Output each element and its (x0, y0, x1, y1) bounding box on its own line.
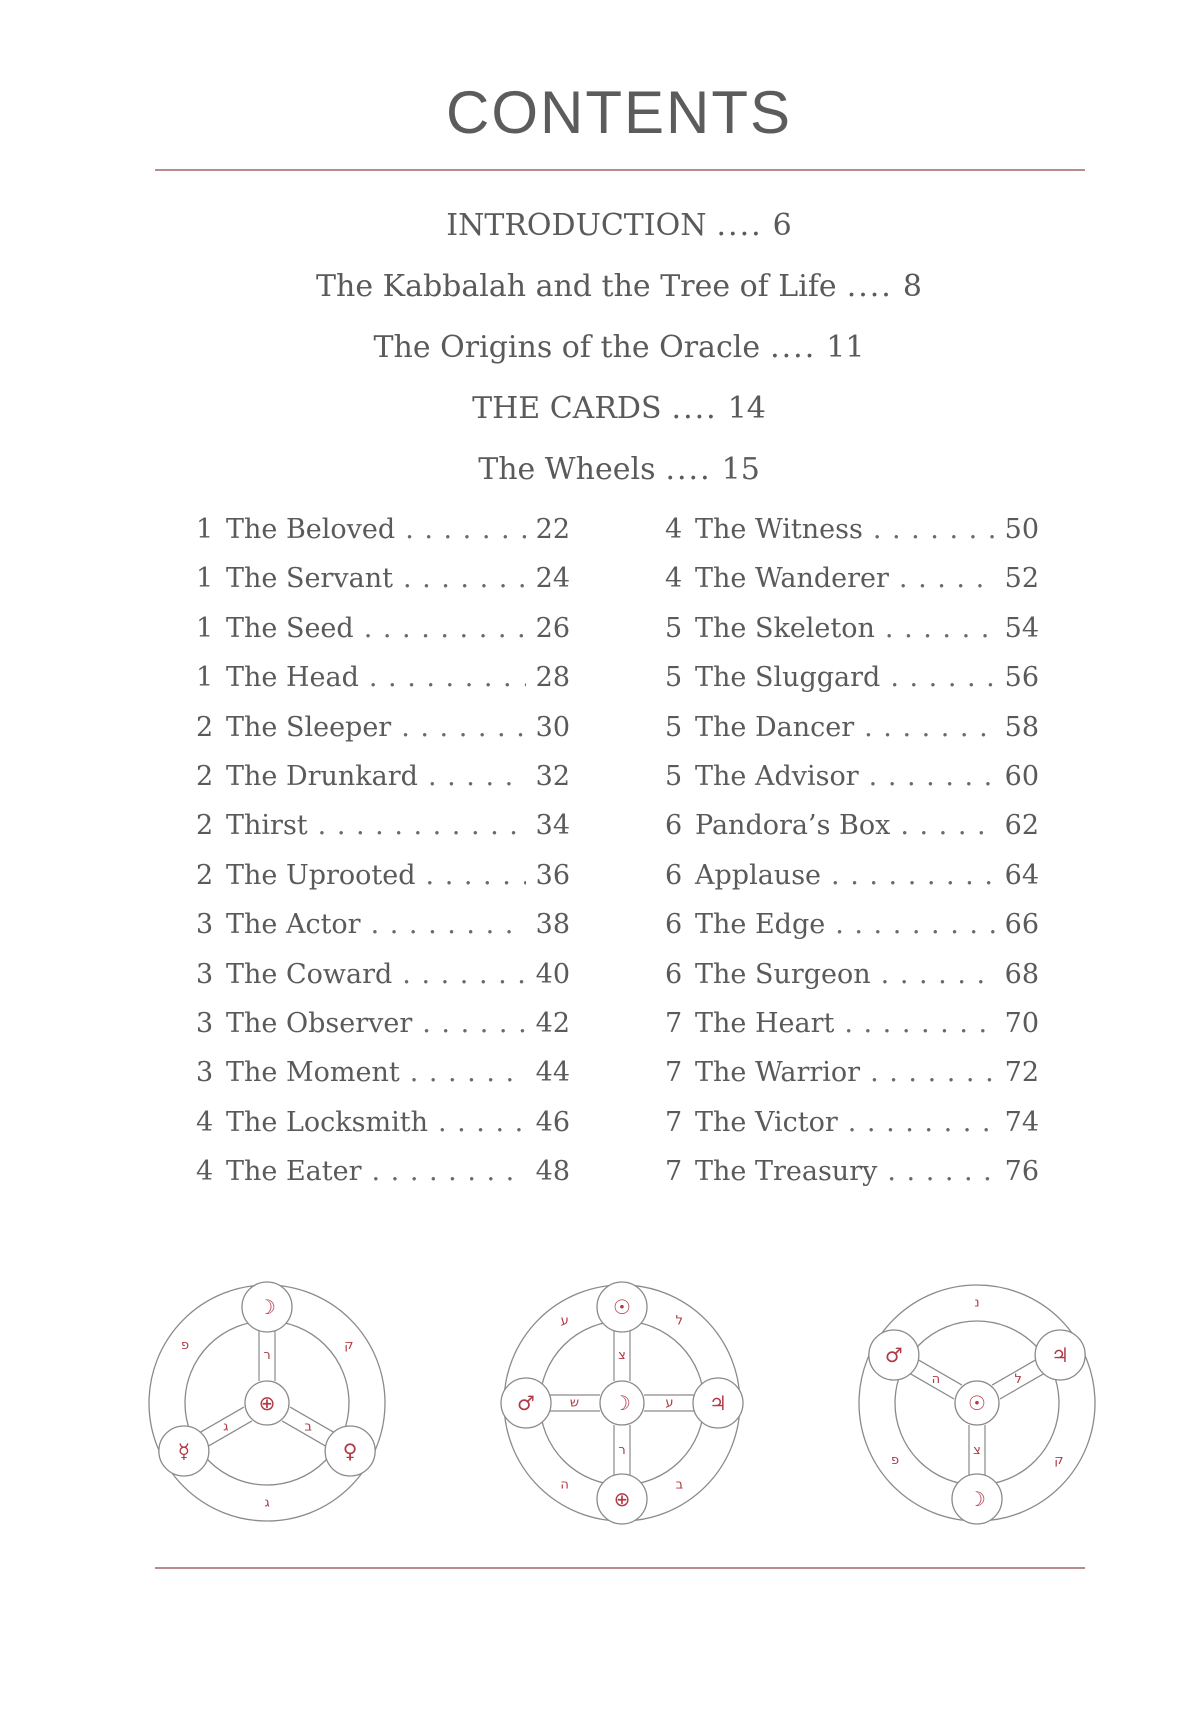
planet-symbol-icon: ♂ (884, 1343, 903, 1367)
top-divider (155, 169, 1085, 171)
card-number: 6 (665, 859, 683, 891)
dot-leader (848, 1107, 995, 1138)
planet-symbol-icon: ☽ (258, 1295, 276, 1319)
toc-entry-label: THE CARDS (472, 391, 662, 426)
card-entry[interactable] (665, 563, 1039, 612)
card-page-number: 60 (1004, 760, 1039, 792)
card-number: 6 (665, 810, 683, 842)
dot-leader (873, 514, 995, 545)
card-page-number: 68 (1004, 958, 1039, 990)
toc-entry-label: INTRODUCTION (446, 208, 707, 243)
dot-leader (428, 761, 526, 792)
card-entry[interactable] (665, 662, 1039, 711)
toc-entry[interactable] (0, 383, 1200, 444)
card-page-number: 50 (1004, 514, 1039, 545)
card-page-number: 30 (535, 711, 570, 743)
card-entry[interactable] (665, 1107, 1039, 1156)
card-name: The Observer (226, 1007, 413, 1039)
card-page-number: 58 (1004, 711, 1039, 743)
card-number: 7 (665, 1106, 683, 1138)
card-entry[interactable] (196, 662, 570, 711)
dot-leader: .... (716, 208, 763, 243)
card-number: 4 (665, 563, 683, 595)
card-entry[interactable] (665, 514, 1039, 563)
bottom-divider (155, 1567, 1085, 1569)
card-number: 7 (665, 1156, 683, 1188)
dot-leader (899, 563, 995, 594)
card-name: The Edge (695, 909, 826, 941)
toc-entry-label: The Origins of the Oracle (373, 330, 761, 365)
card-number: 2 (196, 859, 214, 891)
card-entry[interactable] (196, 1107, 570, 1156)
hebrew-letter-icon: צ (618, 1348, 626, 1363)
card-entry[interactable] (665, 860, 1039, 909)
card-page-number: 62 (1004, 810, 1039, 842)
card-page-number: 54 (1004, 612, 1039, 644)
dot-leader: .... (846, 269, 893, 304)
card-number: 5 (665, 711, 683, 743)
card-page-number: 32 (535, 760, 570, 792)
card-entry[interactable] (665, 909, 1039, 958)
dot-leader (438, 1107, 526, 1138)
card-page-number: 42 (535, 1007, 570, 1039)
dot-leader (869, 761, 995, 792)
dot-leader (371, 909, 526, 940)
toc-entry-page: 8 (902, 269, 922, 304)
hebrew-letter-icon: ל (675, 1313, 684, 1329)
card-page-number: 22 (535, 514, 570, 545)
dot-leader (318, 810, 526, 841)
hebrew-letter-icon: ב (675, 1477, 684, 1493)
planet-symbol-icon: ☉ (613, 1295, 631, 1319)
card-entry[interactable] (665, 959, 1039, 1008)
hebrew-letter-icon: ש (569, 1395, 580, 1411)
hebrew-letter-icon: ר (263, 1348, 271, 1363)
card-name: Thirst (226, 810, 308, 842)
card-name: The Head (226, 662, 359, 694)
card-page-number: 44 (535, 1057, 570, 1089)
card-number: 4 (196, 1156, 214, 1188)
card-entry[interactable] (665, 613, 1039, 662)
dot-leader (881, 959, 995, 990)
card-page-number: 48 (535, 1156, 570, 1188)
card-page-number: 72 (1004, 1057, 1039, 1089)
card-entry[interactable] (665, 1057, 1039, 1106)
hebrew-letter-icon: ע (665, 1395, 674, 1411)
card-number: 7 (665, 1057, 683, 1089)
hebrew-letter-icon: ג (223, 1419, 229, 1435)
card-name: The Actor (226, 909, 361, 941)
dot-leader: .... (665, 452, 712, 487)
card-name: The Eater (226, 1156, 362, 1188)
card-number: 2 (196, 760, 214, 792)
card-number: 4 (196, 1106, 214, 1138)
card-entry[interactable] (196, 860, 570, 909)
card-page-number: 40 (535, 958, 570, 990)
card-number: 2 (196, 711, 214, 743)
planet-symbol-icon: ♃ (1051, 1343, 1070, 1367)
dot-leader (403, 563, 526, 594)
card-entry[interactable] (196, 712, 570, 761)
hebrew-letter-icon: פ (181, 1338, 190, 1354)
hebrew-letter-icon: נ (974, 1295, 980, 1311)
card-entry[interactable] (665, 712, 1039, 761)
hebrew-letter-icon: ק (1054, 1452, 1064, 1468)
card-name: The Seed (226, 612, 354, 644)
card-name: The Sluggard (695, 662, 881, 694)
dot-leader (844, 1008, 994, 1039)
card-number: 1 (196, 662, 214, 694)
card-number: 3 (196, 958, 214, 990)
hebrew-letter-icon: ר (618, 1443, 626, 1458)
card-page-number: 26 (535, 612, 570, 644)
card-page-number: 34 (535, 810, 570, 842)
dot-leader (422, 1008, 525, 1039)
wheel-diagram-three-spoke-down (142, 1278, 392, 1528)
card-number: 2 (196, 810, 214, 842)
card-page-number: 74 (1004, 1106, 1039, 1138)
card-page-number: 76 (1004, 1156, 1039, 1188)
toc-entry-page: 15 (721, 452, 760, 487)
card-entry[interactable] (665, 1008, 1039, 1057)
dot-leader (831, 860, 995, 891)
card-name: The Surgeon (695, 958, 871, 990)
card-page-number: 64 (1004, 859, 1039, 891)
card-page-number: 70 (1004, 1007, 1039, 1039)
card-name: The Drunkard (226, 760, 418, 792)
card-number: 5 (665, 612, 683, 644)
card-name: Pandora’s Box (695, 810, 891, 842)
planet-symbol-icon: ♀ (342, 1439, 358, 1463)
main-contents-list (0, 200, 1200, 505)
hebrew-letter-icon: ק (344, 1338, 354, 1354)
card-number: 1 (196, 612, 214, 644)
toc-entry[interactable] (0, 444, 1200, 505)
card-name: The Warrior (695, 1057, 861, 1089)
card-number: 5 (665, 760, 683, 792)
toc-entry[interactable] (0, 200, 1200, 261)
hebrew-letter-icon: ל (1014, 1371, 1022, 1387)
page-title: CONTENTS (446, 79, 792, 146)
dot-leader (372, 1156, 526, 1187)
card-number: 5 (665, 662, 683, 694)
center-symbol-icon: ☽ (613, 1391, 631, 1415)
card-page-number: 52 (1004, 563, 1039, 595)
card-name: The Uprooted (226, 859, 416, 891)
card-number: 7 (665, 1007, 683, 1039)
planet-symbol-icon: ☽ (968, 1487, 986, 1511)
dot-leader (410, 1057, 526, 1088)
card-entry[interactable] (196, 613, 570, 662)
dot-leader (885, 613, 995, 644)
card-number: 6 (665, 958, 683, 990)
card-page-number: 46 (535, 1106, 570, 1138)
dot-leader (401, 712, 525, 743)
dot-leader: .... (671, 391, 718, 426)
card-entry[interactable] (196, 1156, 570, 1205)
dot-leader (426, 860, 526, 891)
card-number: 3 (196, 1057, 214, 1089)
card-name: The Coward (226, 958, 393, 990)
card-name: The Locksmith (226, 1106, 428, 1138)
card-name: The Wanderer (695, 563, 889, 595)
toc-entry[interactable] (0, 322, 1200, 383)
card-entry[interactable] (196, 1008, 570, 1057)
dot-leader (887, 1156, 994, 1187)
dot-leader (405, 514, 525, 545)
card-number: 6 (665, 909, 683, 941)
toc-entry[interactable] (0, 261, 1200, 322)
card-name: The Heart (695, 1007, 835, 1039)
dot-leader (364, 613, 526, 644)
dot-leader (835, 909, 994, 940)
card-name: The Witness (695, 514, 863, 545)
hebrew-letter-icon: צ (973, 1443, 981, 1458)
dot-leader: .... (770, 330, 817, 365)
toc-entry-label: The Wheels (478, 452, 656, 487)
wheel-diagram-three-spoke-up (852, 1278, 1102, 1528)
card-number: 3 (196, 1007, 214, 1039)
wheel-diagram-four-spoke (497, 1278, 747, 1528)
card-page-number: 24 (535, 563, 570, 595)
hebrew-letter-icon: ב (304, 1419, 312, 1435)
planet-symbol-icon: ☿ (177, 1439, 191, 1463)
cards-list-left (196, 514, 570, 1205)
center-symbol-icon: ☉ (968, 1391, 986, 1415)
card-number: 1 (196, 514, 214, 545)
hebrew-letter-icon: ה (931, 1371, 941, 1387)
card-entry[interactable] (196, 909, 570, 958)
dot-leader (369, 662, 526, 693)
card-entry[interactable] (196, 1057, 570, 1106)
card-entry[interactable] (665, 810, 1039, 859)
hebrew-letter-icon: ה (560, 1477, 569, 1493)
planet-symbol-icon: ♃ (709, 1391, 727, 1415)
dot-leader (402, 959, 525, 990)
toc-entry-label: The Kabbalah and the Tree of Life (316, 269, 837, 304)
toc-entry-page: 14 (727, 391, 766, 426)
card-entry[interactable] (665, 1156, 1039, 1205)
card-name: The Moment (226, 1057, 400, 1089)
dot-leader (900, 810, 994, 841)
card-entry[interactable] (196, 514, 570, 563)
card-number: 4 (665, 514, 683, 545)
card-page-number: 56 (1004, 662, 1039, 694)
planet-symbol-icon: ⊕ (613, 1487, 631, 1511)
card-number: 1 (196, 563, 214, 595)
card-entry[interactable] (196, 810, 570, 859)
dot-leader (870, 1057, 995, 1088)
hebrew-letter-icon: ע (560, 1313, 569, 1329)
card-name: The Beloved (226, 514, 396, 545)
card-name: The Dancer (695, 711, 855, 743)
card-name: The Skeleton (695, 612, 875, 644)
card-entry[interactable] (196, 761, 570, 810)
dot-leader (890, 662, 994, 693)
toc-entry-page: 11 (826, 330, 865, 365)
card-entry[interactable] (665, 761, 1039, 810)
toc-entry-page: 6 (772, 208, 792, 243)
card-page-number: 66 (1004, 909, 1039, 941)
card-name: The Advisor (695, 760, 859, 792)
hebrew-letter-icon: פ (891, 1452, 900, 1468)
card-entry[interactable] (196, 563, 570, 612)
cards-list-right (665, 514, 1039, 1205)
card-name: Applause (695, 859, 822, 891)
card-name: The Victor (695, 1106, 838, 1138)
card-page-number: 36 (535, 859, 570, 891)
card-name: The Sleeper (226, 711, 392, 743)
wheels-illustration (0, 1278, 1200, 1528)
card-number: 3 (196, 909, 214, 941)
card-name: The Treasury (695, 1156, 878, 1188)
card-name: The Servant (226, 563, 393, 595)
hebrew-letter-icon: ג (264, 1495, 270, 1511)
card-page-number: 38 (535, 909, 570, 941)
card-entry[interactable] (196, 959, 570, 1008)
card-page-number: 28 (535, 662, 570, 694)
planet-symbol-icon: ♂ (517, 1391, 535, 1415)
center-symbol-icon: ⊕ (258, 1391, 276, 1415)
dot-leader (864, 712, 995, 743)
